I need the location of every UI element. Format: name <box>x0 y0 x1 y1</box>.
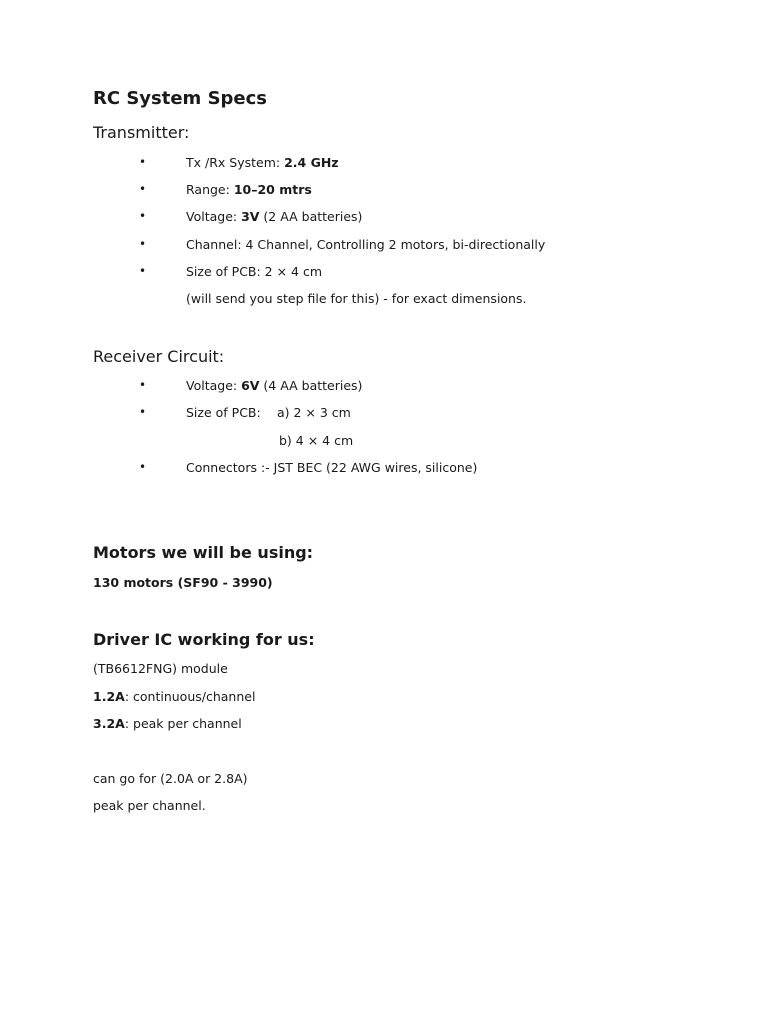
receiver-heading: Receiver Circuit: <box>93 347 225 366</box>
driver-peak-value: 3.2A <box>93 716 125 731</box>
motors-detail: 130 motors (SF90 - 3990) <box>93 575 273 590</box>
tx-voltage-value: 3V <box>241 209 260 224</box>
rx-item-voltage <box>186 378 362 393</box>
bullet-marker: • <box>139 264 147 278</box>
tx-item-channel: Channel: 4 Channel, Controlling 2 motors, bi-directionally <box>186 237 546 252</box>
rx-pcb-a: a) 2 × 3 cm <box>277 405 351 420</box>
tx-range-value: 10–20 mtrs <box>233 182 312 197</box>
tx-item-range <box>186 182 312 197</box>
bullet-marker: • <box>139 155 147 169</box>
rx-voltage-label: Voltage: <box>186 378 242 393</box>
bullet-marker: • <box>139 237 147 251</box>
driver-continuous-value: 1.2A <box>93 689 125 704</box>
tx-item-system <box>186 155 339 170</box>
tx-pcb-note: (will send you step file for this) - for exact dimensions. <box>186 291 527 306</box>
bullet-marker: • <box>139 209 147 223</box>
driver-note-line2: peak per channel. <box>93 798 206 813</box>
driver-continuous-text: : continuous/channel <box>124 689 256 704</box>
bullet-marker: • <box>139 460 147 474</box>
driver-peak-text: : peak per channel <box>124 716 242 731</box>
tx-system-label: Tx /Rx System: <box>186 155 285 170</box>
rx-pcb-label: Size of PCB: <box>186 405 261 420</box>
motors-heading: Motors we will be using: <box>93 543 314 562</box>
page-title: RC System Specs <box>93 88 268 109</box>
tx-voltage-label: Voltage: <box>186 209 242 224</box>
rx-item-connectors: Connectors :- JST BEC (22 AWG wires, silicone) <box>186 460 478 475</box>
bullet-marker: • <box>139 378 147 392</box>
driver-peak <box>93 716 242 731</box>
tx-system-value: 2.4 GHz <box>284 155 339 170</box>
bullet-marker: • <box>139 405 147 419</box>
rx-voltage-suffix: (4 AA batteries) <box>259 378 363 393</box>
bullet-marker: • <box>139 182 147 196</box>
transmitter-heading: Transmitter: <box>93 123 190 142</box>
tx-range-label: Range: <box>186 182 234 197</box>
rx-voltage-value: 6V <box>241 378 260 393</box>
tx-item-pcb: Size of PCB: 2 × 4 cm <box>186 264 323 279</box>
tx-voltage-suffix: (2 AA batteries) <box>259 209 363 224</box>
driver-note-line1: can go for (2.0A or 2.8A) <box>93 771 248 786</box>
rx-pcb-b: b) 4 × 4 cm <box>279 433 354 448</box>
driver-heading: Driver IC working for us: <box>93 630 315 649</box>
tx-item-voltage <box>186 209 362 224</box>
driver-continuous <box>93 689 255 704</box>
driver-module: (TB6612FNG) module <box>93 661 228 676</box>
